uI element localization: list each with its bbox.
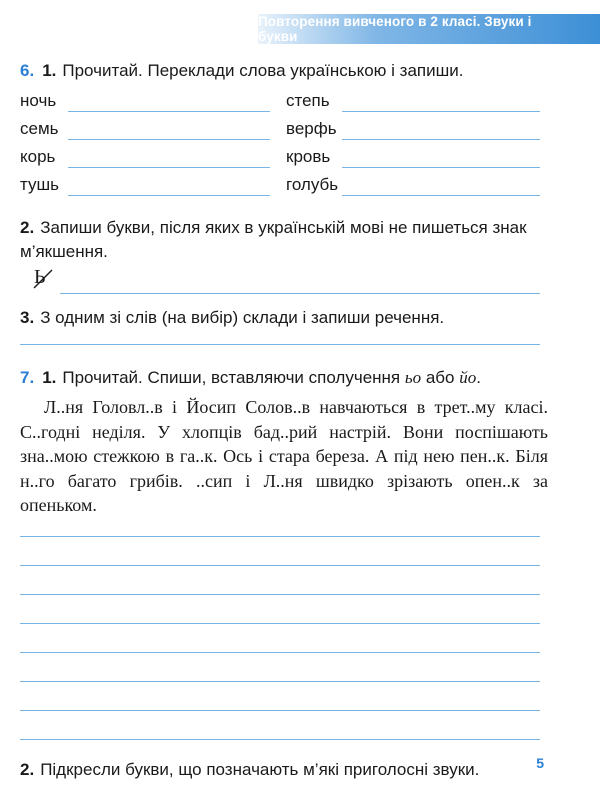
task7-1-or: або: [421, 368, 460, 387]
word-row: [20, 90, 540, 114]
task6-3-instruction: [20, 306, 548, 330]
answer-line[interactable]: [68, 167, 270, 168]
page-number: 5: [536, 755, 544, 771]
answer-line[interactable]: [68, 111, 270, 112]
answer-line[interactable]: [20, 344, 540, 345]
word: тушь: [20, 175, 59, 194]
answer-line[interactable]: [20, 536, 540, 537]
word-translation-grid: [20, 90, 548, 202]
task6-1-number: 1.: [42, 61, 57, 80]
word: верфь: [286, 119, 337, 138]
word: голубь: [286, 175, 339, 194]
writing-lines: [20, 536, 540, 740]
task6-2-number: 2.: [20, 218, 35, 237]
answer-line[interactable]: [68, 139, 270, 140]
option-yo-soft: ьо: [404, 368, 422, 387]
task7-instruction: [20, 367, 548, 389]
option-yo: йо: [459, 368, 477, 387]
answer-line[interactable]: [342, 167, 540, 168]
page-content: [20, 60, 548, 782]
answer-line[interactable]: [68, 195, 270, 196]
word: семь: [20, 119, 59, 138]
task7-1-text: Прочитай. Спиши, вставляючи сполучення: [62, 368, 405, 387]
task6-2-instruction: [20, 216, 548, 264]
task7-2-text: Підкресли букви, що позначають м’які приголосні звуки.: [40, 759, 480, 779]
reading-passage: Л..ня Головл..в і Йосип Солов..в навчаються в трет..му класі. С..годні неділя. У хлопців бад..рий настрій. Вони поспішають зна..мою стежкою в га..к. Ось і стара береза. А під нею пен..к. Біля н..го багато грибів. ..сип і Л..ня швидко зрізають опен..к за опеньком.: [20, 397, 548, 515]
task7-2-number: 2.: [20, 759, 35, 779]
answer-line[interactable]: [20, 623, 540, 624]
word: ночь: [20, 91, 57, 110]
task7-1-period: .: [476, 368, 481, 387]
answer-line[interactable]: [60, 293, 540, 294]
strike-mark-icon: [30, 266, 56, 292]
task6-2-answer: [20, 264, 548, 294]
answer-line[interactable]: [342, 139, 540, 140]
task6-number: 6.: [20, 61, 35, 80]
answer-line[interactable]: [20, 594, 540, 595]
section-header: [258, 14, 600, 44]
task7-2-instruction: [20, 758, 548, 782]
task6-3-text: З одним зі слів (на вибір) склади і запиши речення.: [40, 308, 445, 327]
handwritten-letter: Ь: [34, 266, 46, 288]
task7-number: 7.: [20, 368, 35, 387]
task6-3-number: 3.: [20, 308, 35, 327]
word-row: [20, 118, 540, 142]
word: корь: [20, 147, 56, 166]
task6-instruction: [20, 60, 548, 82]
word: степь: [286, 91, 330, 110]
answer-line[interactable]: [342, 195, 540, 196]
answer-line[interactable]: [342, 111, 540, 112]
answer-line[interactable]: [20, 652, 540, 653]
word: кровь: [286, 147, 331, 166]
section-title: Повторення вивченого в 2 класі. Звуки і букви: [258, 14, 532, 44]
answer-line[interactable]: [20, 681, 540, 682]
word-row: [20, 146, 540, 170]
answer-line[interactable]: [20, 565, 540, 566]
answer-line[interactable]: [20, 710, 540, 711]
task6-1-text: Прочитай. Переклади слова українською і запиши.: [62, 61, 464, 80]
task7-1-number: 1.: [42, 368, 57, 387]
answer-line[interactable]: [20, 739, 540, 740]
task6-2-text: Запиши букви, після яких в українській мові не пишеться знак м’якшення.: [20, 218, 527, 261]
word-row: [20, 174, 540, 198]
